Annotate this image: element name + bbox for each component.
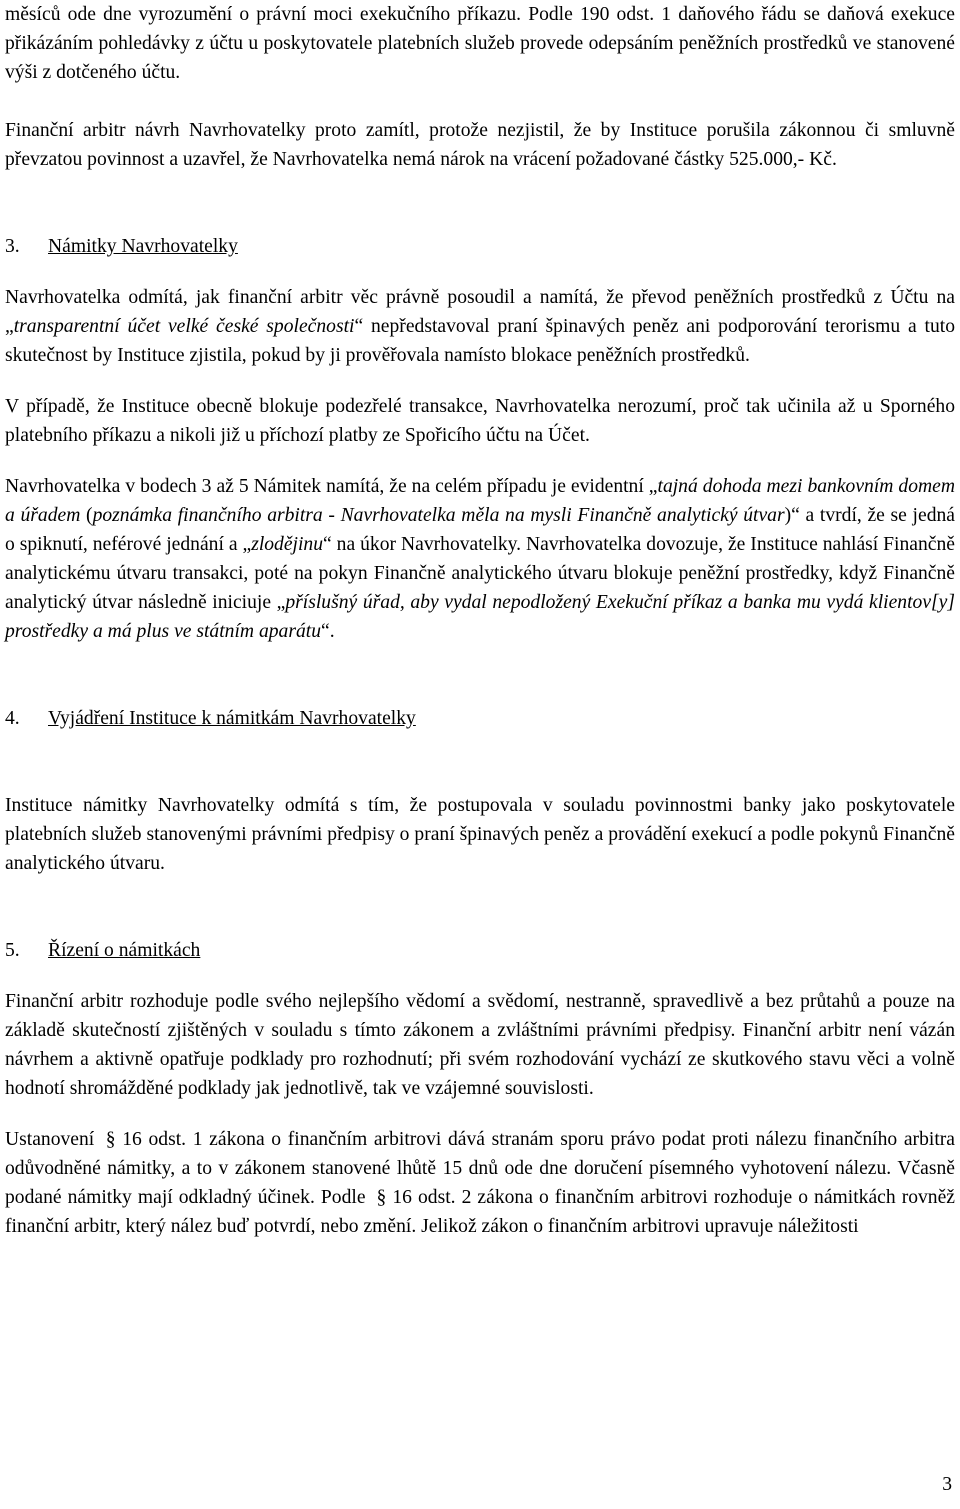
text-run: )“ a tvrdí, že se jedná o spiknutí, neférové jednání a „ — [5, 505, 955, 555]
section-heading-objections — [5, 232, 955, 261]
quoted-italic-text: zlodějinu — [251, 534, 324, 555]
text-run: “ nepředstavoval praní špinavých peněz ani podporování terorismu a tuto skutečnost by Instituce zjistila, pokud by ji prověřovala namísto blokace peněžních prostředků. — [5, 316, 955, 366]
section-number: 3. — [5, 236, 20, 257]
section-title: Vyjádření Instituce k námitkám Navrhovatelky — [48, 708, 416, 729]
section-number: 4. — [5, 708, 20, 729]
paragraph-tax-execution: měsíců ode dne vyrozumění o právní moci exekučního příkazu. Podle 190 odst. 1 daňového řádu se daňová exekuce přikázáním pohledávky z účtu u poskytovatele platebních služeb provede odepsáním peněžních prostředků ve stanovené výši z dotčeného účtu. — [5, 4, 955, 83]
section-title: Námitky Navrhovatelky — [48, 236, 238, 257]
paragraph-objection-conspiracy — [5, 472, 955, 646]
text-run: Navrhovatelka odmítá, jak finanční arbitr věc právně posoudil a namítá, že převod peněžních prostředků z Účtu na „ — [5, 287, 955, 337]
text-run: 16 odst. 1 zákona o finančním arbitrovi dává stranám sporu právo podat proti nálezu finančního arbitra odůvodněné námitky, a to v zákonem stanovené lhůtě 15 dnů ode dne doručení písemného vyhotovení nálezu. Včasně podané námitky mají odkladný účinek. Podle — [5, 1129, 955, 1208]
text-run: “ na úkor Navrhovatelky. Navrhovatelka dovozuje, že Instituce nahlásí Finančně analytickému útvaru transakci, poté na pokyn Finančně analytického útvaru blokuje peněžní prostředky, když Finančně analytický útvar následně iniciuje „ — [5, 534, 955, 613]
section-symbol: § — [376, 1187, 387, 1208]
section-heading-institution-statement — [5, 704, 955, 733]
section-number: 5. — [5, 940, 20, 961]
page-number: 3 — [942, 1474, 952, 1495]
quoted-italic-text: příslušný úřad, aby vydal nepodložený Exekuční příkaz a banka mu vydá klientov[y] prostředky a má plus ve státním aparátu — [5, 592, 955, 642]
quoted-italic-text: tajná dohoda mezi bankovním domem a úřadem — [5, 476, 955, 526]
arbiter-note-italic: poznámka finančního arbitra - Navrhovatelka měla na mysli Finančně analytický útvar — [92, 505, 785, 526]
text-run: 16 odst. 2 zákona o finančním arbitrovi rozhoduje o námitkách rovněž finanční arbitr, který nález buď potvrdí, nebo změní. Jelikož zákon o finančním arbitrovi upravuje náležitosti — [5, 1187, 955, 1237]
text-run: Ustanovení — [5, 1129, 101, 1150]
paragraph-statutory-provision — [5, 1125, 955, 1241]
paragraph-arbiter-rejection: Finanční arbitr návrh Navrhovatelky proto zamítl, protože nezjistil, že by Instituce porušila zákonnou či smluvně převzatou povinnost a uzavřel, že Navrhovatelka nemá nárok na vrácení požadované částky 525.000,- Kč. — [5, 120, 955, 170]
section-title: Řízení o námitkách — [48, 940, 201, 961]
text-run: “. — [321, 621, 335, 642]
quoted-italic-text: transparentní účet velké české společnosti — [13, 316, 355, 337]
text-run: Navrhovatelka v bodech 3 až 5 Námitek namítá, že na celém případu je evidentní „ — [5, 476, 658, 497]
text-run: ( — [80, 505, 93, 526]
paragraph-objection-transfer — [5, 283, 955, 370]
paragraph-arbiter-principles: Finanční arbitr rozhoduje podle svého nejlepšího vědomí a svědomí, nestranně, spravedlivě a bez průtahů a pouze na základě skutečností zjištěných v souladu s tímto zákonem a zvláštními právními předpisy. Finanční arbitr není vázán návrhem a aktivně opatřuje podklady pro rozhodnutí; při svém rozhodování vychází ze skutkového stavu věci a volně hodnotí shromážděné podklady jak jednotlivě, tak ve vzájemné souvislosti. — [5, 991, 955, 1099]
paragraph-objection-blocking: V případě, že Instituce obecně blokuje podezřelé transakce, Navrhovatelka nerozumí, proč tak učinila až u Sporného platebního příkazu a nikoli již u příchozí platby ze Spořicího účtu na Účet. — [5, 396, 955, 446]
section-heading-objection-proceedings — [5, 936, 955, 965]
paragraph-institution-statement: Instituce námitky Navrhovatelky odmítá s tím, že postupovala v souladu povinnostmi banky jako poskytovatele platebních služeb stanovenými právními předpisy o praní špinavých peněz a provádění exekucí a podle pokynů Finančně analytického útvaru. — [5, 795, 955, 874]
section-symbol: § — [105, 1129, 116, 1150]
